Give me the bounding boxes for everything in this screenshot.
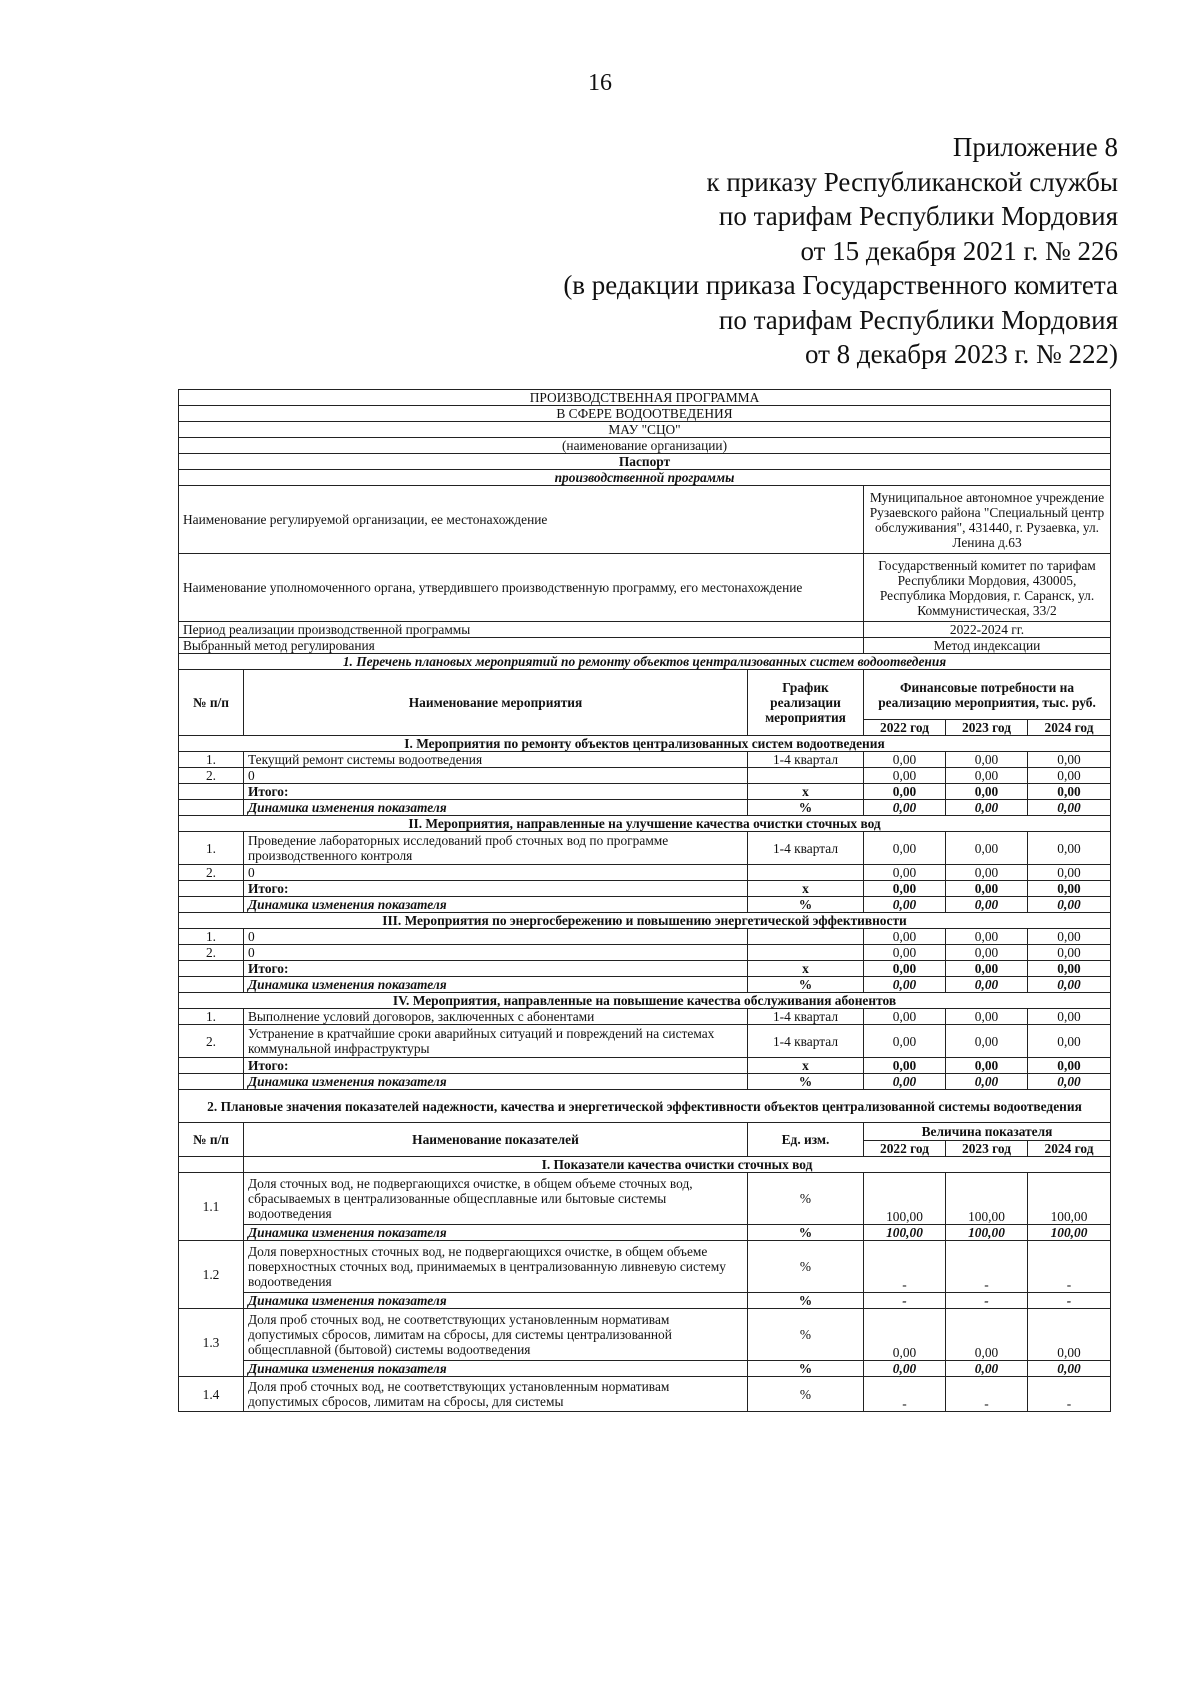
group-title: IV. Мероприятия, направленные на повышение качества обслуживания абонентов xyxy=(179,993,1111,1009)
org-caption: (наименование организации) xyxy=(179,438,1111,454)
row-num: 1.3 xyxy=(179,1309,244,1377)
row-schedule: 1-4 квартал xyxy=(748,1009,864,1025)
total-value: 0,00 xyxy=(946,1058,1028,1074)
row-value: 0,00 xyxy=(864,1025,946,1058)
appendix-line: от 8 декабря 2023 г. № 222) xyxy=(804,339,1118,369)
row-name: 0 xyxy=(244,768,748,784)
row-value: 0,00 xyxy=(946,945,1028,961)
row-schedule xyxy=(748,865,864,881)
table-row xyxy=(179,945,1111,961)
dynamics-value: 0,00 xyxy=(1028,897,1111,913)
row-name: Доля проб сточных вод, не соответствующих установленным нормативам допустимых сбросов, лимитам на сбросы, для системы централизованной общесплавной (бытовой) системы водоотведения xyxy=(244,1309,748,1361)
total-schedule: х xyxy=(748,1058,864,1074)
row-schedule: 1-4 квартал xyxy=(748,832,864,865)
row-unit: % xyxy=(748,1377,864,1412)
col-header-year: 2022 год xyxy=(864,720,946,736)
total-schedule: х xyxy=(748,784,864,800)
passport-label: Выбранный метод регулирования xyxy=(179,638,864,654)
row-value: 0,00 xyxy=(1028,1025,1111,1058)
group-title: III. Мероприятия по энергосбережению и повышению энергетической эффективности xyxy=(179,913,1111,929)
table-row xyxy=(179,832,1111,865)
col-header-num: № п/п xyxy=(179,670,244,736)
row-num-empty xyxy=(179,1074,244,1090)
row-value: 0,00 xyxy=(946,1025,1028,1058)
col-header-year: 2024 год xyxy=(1028,720,1111,736)
total-value: 0,00 xyxy=(946,784,1028,800)
total-value: 0,00 xyxy=(864,961,946,977)
section2-title: 2. Плановые значения показателей надежности, качества и энергетической эффективности объектов централизованной системы водоотведения xyxy=(179,1090,1111,1123)
row-value: 0,00 xyxy=(864,768,946,784)
row-value: 0,00 xyxy=(946,768,1028,784)
dynamics-row xyxy=(179,1225,1111,1241)
row-value: - xyxy=(946,1241,1028,1293)
row-value: - xyxy=(1028,1241,1111,1293)
row-num: 2. xyxy=(179,1025,244,1058)
dynamics-value: 0,00 xyxy=(864,800,946,816)
total-value: 0,00 xyxy=(864,784,946,800)
row-name: 0 xyxy=(244,865,748,881)
table-row xyxy=(179,1009,1111,1025)
row-num-empty xyxy=(179,961,244,977)
row-name: Доля сточных вод, не подвергающихся очистке, в общем объеме сточных вод, сбрасываемых в централизованные общесплавные или бытовые системы водоотведения xyxy=(244,1173,748,1225)
row-value: - xyxy=(946,1377,1028,1412)
appendix-line: от 15 декабря 2021 г. № 226 xyxy=(800,235,1118,266)
total-value: 0,00 xyxy=(946,961,1028,977)
dynamics-label: Динамика изменения показателя xyxy=(244,897,748,913)
dynamics-value: 0,00 xyxy=(864,977,946,993)
total-value: 0,00 xyxy=(1028,881,1111,897)
total-value: 0,00 xyxy=(1028,1058,1111,1074)
row-schedule: 1-4 квартал xyxy=(748,752,864,768)
dynamics-value: 0,00 xyxy=(864,1074,946,1090)
dynamics-value: 100,00 xyxy=(1028,1225,1111,1241)
row-schedule: 1-4 квартал xyxy=(748,1025,864,1058)
row-num: 1.4 xyxy=(179,1377,244,1412)
row-num: 1. xyxy=(179,929,244,945)
row-schedule xyxy=(748,929,864,945)
dynamics-value: 100,00 xyxy=(864,1225,946,1241)
row-value: 0,00 xyxy=(1028,865,1111,881)
col-header-year: 2022 год xyxy=(864,1141,946,1157)
dynamics-value: 0,00 xyxy=(1028,1361,1111,1377)
row-num-empty xyxy=(179,1157,244,1173)
dynamics-unit: % xyxy=(748,800,864,816)
dynamics-label: Динамика изменения показателя xyxy=(244,800,748,816)
dynamics-value: 0,00 xyxy=(946,977,1028,993)
dynamics-unit: % xyxy=(748,1074,864,1090)
row-num-empty xyxy=(179,977,244,993)
row-value: 100,00 xyxy=(946,1173,1028,1225)
total-row xyxy=(179,881,1111,897)
total-value: 0,00 xyxy=(1028,784,1111,800)
row-value: 0,00 xyxy=(864,752,946,768)
dynamics-row xyxy=(179,977,1111,993)
row-name: Выполнение условий договоров, заключенных с абонентами xyxy=(244,1009,748,1025)
col-header-year: 2023 год xyxy=(946,1141,1028,1157)
passport-value: Муниципальное автономное учреждение Рузаевского района "Специальный центр обслуживания", 431440, г. Рузаевка, ул. Ленина д.63 xyxy=(864,486,1111,554)
total-schedule: х xyxy=(748,881,864,897)
total-value: 0,00 xyxy=(1028,961,1111,977)
row-name: Проведение лабораторных исследований проб сточных вод по программе производственного контроля xyxy=(244,832,748,865)
dynamics-value: 0,00 xyxy=(1028,1074,1111,1090)
row-value: 0,00 xyxy=(946,1309,1028,1361)
passport-value: Метод индексации xyxy=(864,638,1111,654)
col-header-finance: Финансовые потребности на реализацию мероприятия, тыс. руб. xyxy=(864,670,1111,720)
total-label: Итого: xyxy=(244,784,748,800)
passport-label: Наименование уполномоченного органа, утвердившего производственную программу, его местонахождение xyxy=(179,554,864,622)
table-row xyxy=(179,1377,1111,1412)
row-value: 0,00 xyxy=(1028,768,1111,784)
program-subtitle: В СФЕРЕ ВОДООТВЕДЕНИЯ xyxy=(179,406,1111,422)
col-header-unit: Ед. изм. xyxy=(748,1123,864,1157)
row-name: Доля поверхностных сточных вод, не подвергающихся очистке, в общем объеме поверхностных сточных вод, принимаемых в централизованную ливневую систему водоотведения xyxy=(244,1241,748,1293)
section1-title: 1. Перечень плановых мероприятий по ремонту объектов централизованных систем водоотведения xyxy=(179,654,1111,670)
dynamics-label: Динамика изменения показателя xyxy=(244,1225,748,1241)
dynamics-row xyxy=(179,1293,1111,1309)
row-value: 0,00 xyxy=(946,1009,1028,1025)
row-value: 0,00 xyxy=(946,929,1028,945)
dynamics-row xyxy=(179,800,1111,816)
col-header-value: Величина показателя xyxy=(864,1123,1111,1141)
dynamics-value: 100,00 xyxy=(946,1225,1028,1241)
group-title: I. Мероприятия по ремонту объектов централизованных систем водоотведения xyxy=(179,736,1111,752)
dynamics-label: Динамика изменения показателя xyxy=(244,1074,748,1090)
appendix-line: Приложение 8 xyxy=(952,132,1118,162)
row-num: 1.2 xyxy=(179,1241,244,1309)
dynamics-value: 0,00 xyxy=(946,897,1028,913)
dynamics-row xyxy=(179,1074,1111,1090)
appendix-line: по тарифам Республики Мордовия xyxy=(718,201,1118,231)
row-value: 0,00 xyxy=(864,1009,946,1025)
row-num: 2. xyxy=(179,945,244,961)
dynamics-unit: % xyxy=(748,897,864,913)
col-header-year: 2024 год xyxy=(1028,1141,1111,1157)
appendix-header xyxy=(563,130,1118,372)
row-num: 2. xyxy=(179,768,244,784)
total-value: 0,00 xyxy=(946,881,1028,897)
passport-title: Паспорт xyxy=(179,454,1111,470)
table-row xyxy=(179,768,1111,784)
col-header-schedule: График реализации мероприятия xyxy=(748,670,864,736)
total-row xyxy=(179,1058,1111,1074)
table-row xyxy=(179,752,1111,768)
group-title: II. Мероприятия, направленные на улучшение качества очистки сточных вод xyxy=(179,816,1111,832)
row-name: 0 xyxy=(244,945,748,961)
col-header-year: 2023 год xyxy=(946,720,1028,736)
dynamics-unit: % xyxy=(748,977,864,993)
appendix-line: по тарифам Республики Мордовия xyxy=(718,304,1118,335)
total-schedule: х xyxy=(748,961,864,977)
row-value: 0,00 xyxy=(1028,1009,1111,1025)
row-num: 1. xyxy=(179,1009,244,1025)
dynamics-label: Динамика изменения показателя xyxy=(244,977,748,993)
row-num-empty xyxy=(179,881,244,897)
total-row xyxy=(179,961,1111,977)
table-row xyxy=(179,929,1111,945)
row-name: Текущий ремонт системы водоотведения xyxy=(244,752,748,768)
row-num-empty xyxy=(179,897,244,913)
table-row xyxy=(179,1309,1111,1361)
row-value: 0,00 xyxy=(1028,929,1111,945)
dynamics-unit: % xyxy=(748,1293,864,1309)
total-label: Итого: xyxy=(244,881,748,897)
passport-value: 2022-2024 гг. xyxy=(864,622,1111,638)
row-num-empty xyxy=(179,800,244,816)
row-unit: % xyxy=(748,1173,864,1225)
row-unit: % xyxy=(748,1241,864,1293)
appendix-line: к приказу Республиканской службы xyxy=(706,166,1118,197)
row-num: 1.1 xyxy=(179,1173,244,1241)
col-header-name: Наименование показателей xyxy=(244,1123,748,1157)
row-value: 0,00 xyxy=(864,865,946,881)
dynamics-value: 0,00 xyxy=(946,1361,1028,1377)
group-title: I. Показатели качества очистки сточных вод xyxy=(244,1157,1111,1173)
dynamics-value: - xyxy=(1028,1293,1111,1309)
row-value: - xyxy=(864,1377,946,1412)
total-label: Итого: xyxy=(244,1058,748,1074)
production-program-table xyxy=(178,389,1111,1412)
row-value: 0,00 xyxy=(1028,832,1111,865)
dynamics-label: Динамика изменения показателя xyxy=(244,1361,748,1377)
table-row xyxy=(179,1241,1111,1293)
page-number: 16 xyxy=(588,70,612,96)
table-body xyxy=(179,390,1111,1412)
dynamics-row xyxy=(179,1361,1111,1377)
row-num-empty xyxy=(179,784,244,800)
total-row xyxy=(179,784,1111,800)
row-value: - xyxy=(1028,1377,1111,1412)
row-value: 0,00 xyxy=(1028,945,1111,961)
dynamics-unit: % xyxy=(748,1361,864,1377)
dynamics-value: 0,00 xyxy=(864,1361,946,1377)
dynamics-unit: % xyxy=(748,1225,864,1241)
org-short-name: МАУ "СЦО" xyxy=(179,422,1111,438)
row-value: 0,00 xyxy=(1028,752,1111,768)
row-value: 0,00 xyxy=(864,1309,946,1361)
program-title: ПРОИЗВОДСТВЕННАЯ ПРОГРАММА xyxy=(179,390,1111,406)
row-value: 0,00 xyxy=(864,832,946,865)
row-name: 0 xyxy=(244,929,748,945)
row-num: 1. xyxy=(179,832,244,865)
table-row xyxy=(179,1025,1111,1058)
dynamics-value: - xyxy=(864,1293,946,1309)
row-value: 0,00 xyxy=(946,832,1028,865)
total-label: Итого: xyxy=(244,961,748,977)
row-schedule xyxy=(748,768,864,784)
col-header-num: № п/п xyxy=(179,1123,244,1157)
dynamics-row xyxy=(179,897,1111,913)
row-value: 0,00 xyxy=(946,752,1028,768)
row-value: 0,00 xyxy=(864,945,946,961)
table-row xyxy=(179,1173,1111,1225)
passport-label: Наименование регулируемой организации, ее местонахождение xyxy=(179,486,864,554)
row-num: 1. xyxy=(179,752,244,768)
dynamics-value: 0,00 xyxy=(1028,977,1111,993)
total-value: 0,00 xyxy=(864,881,946,897)
row-value: 100,00 xyxy=(864,1173,946,1225)
dynamics-value: 0,00 xyxy=(1028,800,1111,816)
row-num-empty xyxy=(179,1058,244,1074)
row-value: - xyxy=(864,1241,946,1293)
row-num: 2. xyxy=(179,865,244,881)
dynamics-value: 0,00 xyxy=(864,897,946,913)
passport-subtitle: производственной программы xyxy=(179,470,1111,486)
passport-label: Период реализации производственной программы xyxy=(179,622,864,638)
total-value: 0,00 xyxy=(864,1058,946,1074)
row-value: 100,00 xyxy=(1028,1173,1111,1225)
dynamics-label: Динамика изменения показателя xyxy=(244,1293,748,1309)
row-value: 0,00 xyxy=(864,929,946,945)
row-schedule xyxy=(748,945,864,961)
dynamics-value: 0,00 xyxy=(946,1074,1028,1090)
table-row xyxy=(179,865,1111,881)
appendix-line: (в редакции приказа Государственного комитета xyxy=(563,270,1118,300)
row-value: 0,00 xyxy=(1028,1309,1111,1361)
row-value: 0,00 xyxy=(946,865,1028,881)
row-name: Доля проб сточных вод, не соответствующих установленным нормативам допустимых сбросов, лимитам на сбросы, для системы xyxy=(244,1377,748,1412)
dynamics-value: 0,00 xyxy=(946,800,1028,816)
row-unit: % xyxy=(748,1309,864,1361)
dynamics-value: - xyxy=(946,1293,1028,1309)
col-header-name: Наименование мероприятия xyxy=(244,670,748,736)
row-name: Устранение в кратчайшие сроки аварийных ситуаций и повреждений на системах коммунальной инфраструктуры xyxy=(244,1025,748,1058)
passport-value: Государственный комитет по тарифам Республики Мордовия, 430005, Республика Мордовия, г. Саранск, ул. Коммунистическая, 33/2 xyxy=(864,554,1111,622)
